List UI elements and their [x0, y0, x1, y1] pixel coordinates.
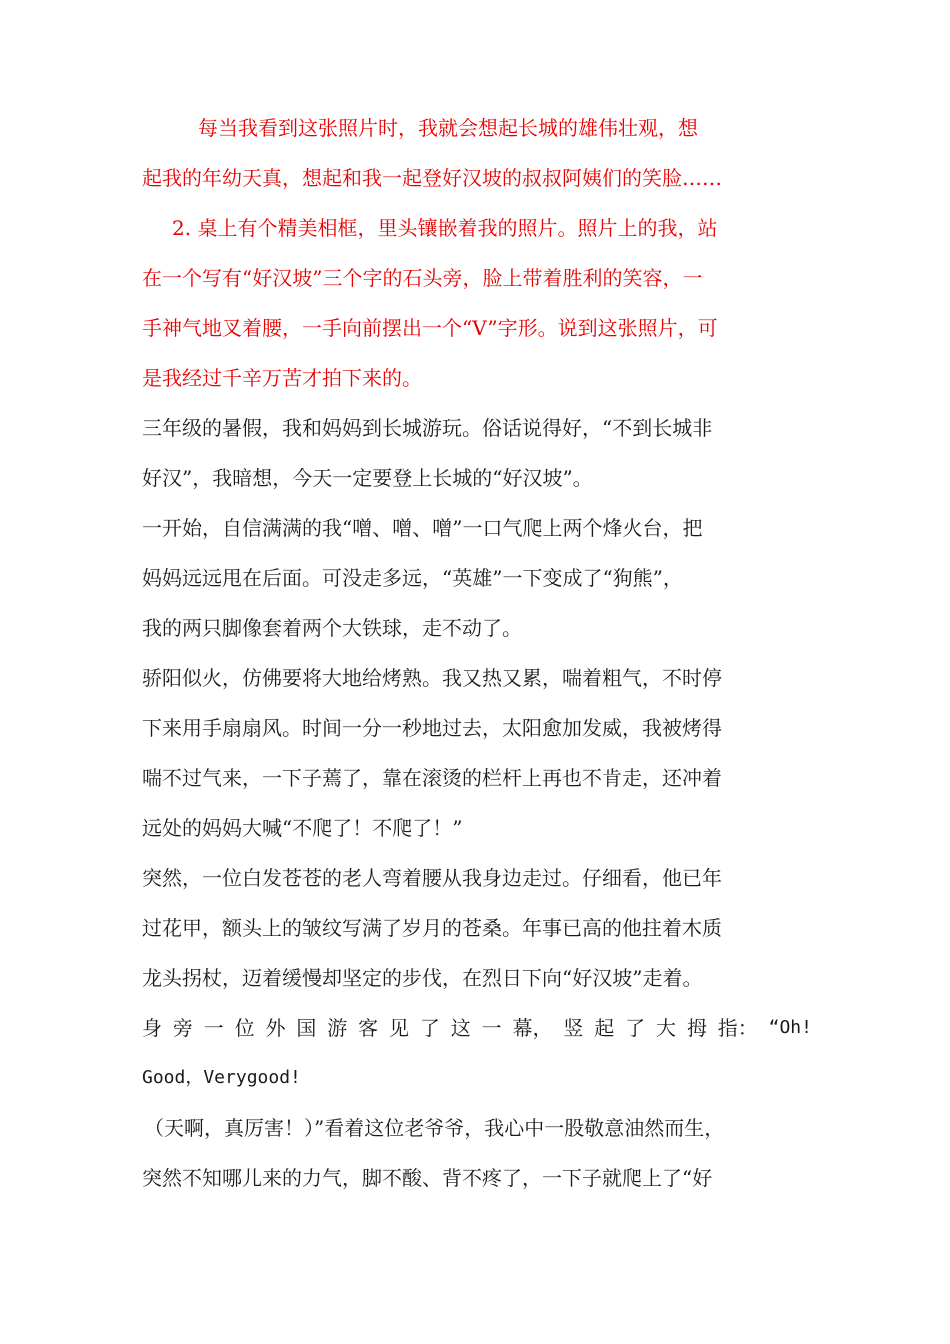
- paragraph-line: 突然，一位白发苍苍的老人弯着腰从我身边走过。仔细看，他已年: [142, 866, 722, 890]
- paragraph-line: 三年级的暑假，我和妈妈到长城游玩。俗话说得好，“不到长城非: [142, 416, 713, 440]
- spaced-char: 了: [625, 1016, 646, 1040]
- paragraph-line: 每当我看到这张照片时，我就会想起长城的雄伟壮观，想: [198, 116, 698, 140]
- paragraph-line: 下来用手扇扇风。时间一分一秒地过去，太阳愈加发威，我被烤得: [142, 716, 722, 740]
- paragraph-line: 一开始，自信满满的我“噌、噌、噌”一口气爬上两个烽火台，把: [142, 516, 703, 540]
- paragraph-line: 突然不知哪儿来的力气，脚不酸、背不疼了，一下子就爬上了“好: [142, 1166, 713, 1190]
- paragraph-line: 龙头拐杖，迈着缓慢却坚定的步伐，在烈日下向“好汉坡”走着。: [142, 966, 703, 990]
- spaced-char: 旁: [172, 1016, 193, 1040]
- paragraph-line: 2. 桌上有个精美相框，里头镶嵌着我的照片。照片上的我，站: [172, 216, 718, 240]
- spaced-char: 一: [481, 1016, 502, 1040]
- spaced-char: 起: [594, 1016, 615, 1040]
- paragraph-line: 手神气地叉着腰，一手向前摆出一个“V”字形。说到这张照片，可: [142, 316, 718, 340]
- spaced-char: 拇: [686, 1016, 707, 1040]
- paragraph-line: 我的两只脚像套着两个大铁球，走不动了。: [142, 616, 522, 640]
- paragraph-line: 是我经过千辛万苦才拍下来的。: [142, 366, 422, 390]
- essay-body: [142, 103, 812, 1203]
- spaced-char: 客: [358, 1016, 379, 1040]
- paragraph-line: 起我的年幼天真，想起和我一起登好汉坡的叔叔阿姨们的笑脸……: [142, 166, 722, 190]
- paragraph-line: 妈妈远远甩在后面。可没走多远，“英雄”一下变成了“狗熊”，: [142, 566, 683, 590]
- paragraph-line: 好汉”，我暗想，今天一定要登上长城的“好汉坡”。: [142, 466, 593, 490]
- paragraph-line: Good，Verygood!: [142, 1067, 301, 1088]
- spaced-char: 大: [656, 1016, 676, 1040]
- spaced-char: 游: [327, 1016, 348, 1040]
- spaced-char: 这: [450, 1016, 471, 1040]
- spaced-char: 外: [265, 1016, 286, 1040]
- paragraph-line: 喘不过气来，一下子蔫了，靠在滚烫的栏杆上再也不肯走，还冲着: [142, 766, 722, 790]
- spaced-char: 指：: [717, 1016, 758, 1040]
- spaced-char: 见: [389, 1016, 409, 1040]
- justified-spaced-line: [142, 1003, 812, 1053]
- spaced-char: 位: [234, 1016, 255, 1040]
- spaced-char: 竖: [563, 1016, 584, 1040]
- spaced-char: 身: [142, 1016, 162, 1040]
- paragraph-line: 在一个写有“好汉坡”三个字的石头旁，脸上带着胜利的笑容，一: [142, 266, 703, 290]
- spaced-char: 了: [419, 1016, 440, 1040]
- spaced-char: “Oh!: [768, 1017, 812, 1038]
- paragraph-line: （天啊，真厉害！）”看着这位老爷爷，我心中一股敬意油然而生，: [144, 1116, 725, 1140]
- paragraph-line: 骄阳似火，仿佛要将大地给烤熟。我又热又累，喘着粗气，不时停: [142, 666, 722, 690]
- spaced-char: 一: [203, 1016, 224, 1040]
- spaced-char: 国: [296, 1016, 317, 1040]
- paragraph-line: 远处的妈妈大喊“不爬了！不爬了！”: [142, 816, 463, 840]
- paragraph-line: 过花甲，额头上的皱纹写满了岁月的苍桑。年事已高的他拄着木质: [142, 916, 722, 940]
- spaced-char: 幕，: [512, 1016, 553, 1040]
